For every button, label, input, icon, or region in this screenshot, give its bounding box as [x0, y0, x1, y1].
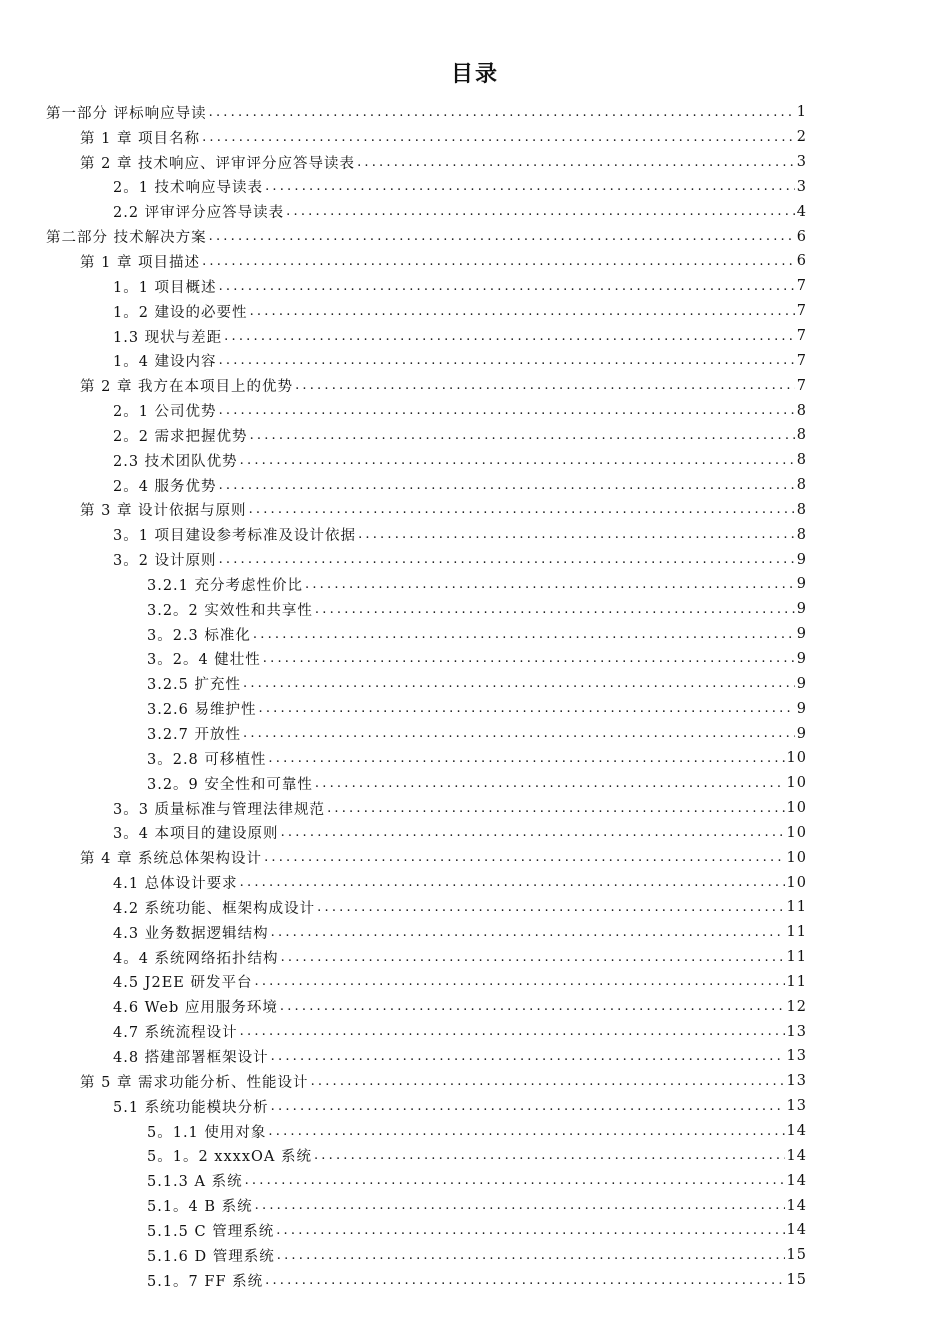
- dot-leader: [219, 552, 795, 567]
- dot-leader: [219, 478, 795, 493]
- toc-entry[interactable]: [0, 1143, 950, 1168]
- toc-entry-title: 5。1。2 xxxxOA 系统: [147, 1149, 312, 1166]
- toc-entry[interactable]: [0, 572, 950, 597]
- toc-entry[interactable]: [0, 100, 950, 125]
- toc-entry-title: 3.2。9 安全性和可靠性: [147, 776, 313, 793]
- dot-leader: [271, 925, 785, 940]
- toc-entry-title: 4.8 搭建部署框架设计: [113, 1049, 269, 1066]
- toc-entry-title: 3。2.3 标准化: [147, 627, 251, 644]
- toc-entry-title: 2。1 公司优势: [113, 404, 217, 421]
- toc-page-number: 8: [796, 402, 807, 419]
- toc-entry-title: 5.1。4 B 系统: [147, 1199, 253, 1216]
- dot-leader: [263, 651, 795, 666]
- toc-page-number: 3: [796, 178, 807, 195]
- toc-entry-title: 第 2 章 技术响应、评审评分应答导读表: [80, 155, 356, 172]
- dot-leader: [243, 726, 795, 741]
- toc-page-number: 7: [796, 328, 807, 345]
- toc-entry[interactable]: [0, 820, 950, 845]
- dot-leader: [219, 403, 795, 418]
- toc-entry[interactable]: [0, 274, 950, 299]
- toc-entry[interactable]: [0, 597, 950, 622]
- toc-entry[interactable]: [0, 920, 950, 945]
- toc-entry-title: 3。4 本项目的建设原则: [113, 826, 279, 843]
- toc-page-number: 7: [796, 303, 807, 320]
- dot-leader: [295, 378, 795, 393]
- toc-page-number: 9: [796, 675, 807, 692]
- dot-leader: [255, 974, 785, 989]
- dot-leader: [240, 875, 785, 890]
- toc-entry-title: 4.1 总体设计要求: [113, 876, 238, 893]
- dot-leader: [264, 850, 784, 865]
- toc-entry-title: 5。1.1 使用对象: [147, 1124, 267, 1141]
- toc-page-number: 3: [796, 154, 807, 171]
- toc-page-number: 10: [786, 775, 807, 792]
- toc-entry-title: 1。4 建设内容: [113, 354, 217, 371]
- toc-page-number: 14: [786, 1147, 807, 1164]
- dot-leader: [202, 254, 795, 269]
- toc-entry[interactable]: [0, 1193, 950, 1218]
- toc-entry[interactable]: [0, 796, 950, 821]
- toc-page-number: 13: [786, 1098, 807, 1115]
- dot-leader: [305, 577, 795, 592]
- dot-leader: [250, 428, 795, 443]
- toc-entry[interactable]: [0, 622, 950, 647]
- toc-entry-title: 第 4 章 系统总体架构设计: [80, 851, 263, 868]
- toc-entry-title: 3.2.5 扩充性: [147, 677, 242, 694]
- toc-page-number: 9: [796, 551, 807, 568]
- toc-entry-title: 4.2 系统功能、框架构成设计: [113, 900, 316, 917]
- toc-entry[interactable]: [0, 224, 950, 249]
- toc-title: 目录: [450, 62, 499, 87]
- toc-page-number: 6: [796, 228, 807, 245]
- dot-leader: [358, 527, 795, 542]
- toc-page-number: 10: [786, 824, 807, 841]
- toc-page-number: 7: [796, 278, 807, 295]
- toc-page-number: 1: [796, 104, 807, 121]
- toc-entry-title: 第 5 章 需求功能分析、性能设计: [80, 1074, 309, 1091]
- toc-entry-title: 1.3 现状与差距: [113, 329, 223, 346]
- toc-entry-title: 2.3 技术团队优势: [113, 453, 238, 470]
- toc-entry-title: 3.2.6 易维护性: [147, 702, 257, 719]
- toc-entry[interactable]: [0, 721, 950, 746]
- toc-page-number: 8: [796, 501, 807, 518]
- dot-leader: [268, 751, 784, 766]
- toc-entry-title: 1。2 建设的必要性: [113, 304, 248, 321]
- toc-entry[interactable]: [0, 1268, 950, 1293]
- dot-leader: [240, 453, 795, 468]
- toc-entry[interactable]: [0, 249, 950, 274]
- toc-entry-title: 第二部分 技术解决方案: [46, 230, 207, 247]
- toc-entry[interactable]: [0, 647, 950, 672]
- toc-entry[interactable]: [0, 1019, 950, 1044]
- toc-entry[interactable]: [0, 746, 950, 771]
- toc-entry[interactable]: [0, 324, 950, 349]
- toc-entry-title: 5.1.5 C 管理系统: [147, 1223, 275, 1240]
- toc-page-number: 14: [786, 1197, 807, 1214]
- toc-entry[interactable]: [0, 373, 950, 398]
- toc-entry-title: 1。1 项目概述: [113, 279, 217, 296]
- toc-entry[interactable]: [0, 945, 950, 970]
- dot-leader: [249, 502, 795, 517]
- toc-page-number: 14: [786, 1222, 807, 1239]
- toc-page-number: 13: [786, 1023, 807, 1040]
- toc-page-number: 8: [796, 427, 807, 444]
- toc-page-number: 9: [796, 700, 807, 717]
- dot-leader: [315, 602, 795, 617]
- toc-page-number: 9: [796, 725, 807, 742]
- toc-page-number: 9: [796, 601, 807, 618]
- toc-page-number: 11: [786, 973, 807, 990]
- toc-entry[interactable]: [0, 671, 950, 696]
- toc-entry-title: 第 1 章 项目描述: [80, 254, 201, 271]
- toc-page-number: 4: [796, 203, 807, 220]
- dot-leader: [281, 950, 785, 965]
- toc-entry-title: 3.2。2 实效性和共享性: [147, 602, 313, 619]
- toc-page-number: 14: [786, 1172, 807, 1189]
- toc-entry[interactable]: [0, 473, 950, 498]
- dot-leader: [327, 801, 784, 816]
- dot-leader: [286, 204, 795, 219]
- dot-leader: [277, 1248, 785, 1263]
- dot-leader: [271, 1099, 785, 1114]
- toc-entry-title: 第 2 章 我方在本项目上的优势: [80, 379, 294, 396]
- dot-leader: [314, 1148, 785, 1163]
- toc-page-number: 7: [796, 352, 807, 369]
- toc-page-number: 12: [786, 998, 807, 1015]
- toc-entry[interactable]: [0, 696, 950, 721]
- toc-page-number: 10: [786, 849, 807, 866]
- dot-leader: [250, 304, 795, 319]
- toc-page-number: 8: [796, 477, 807, 494]
- dot-leader: [265, 1273, 784, 1288]
- toc-page-number: 11: [786, 949, 807, 966]
- dot-leader: [209, 105, 795, 120]
- toc-entry[interactable]: [0, 199, 950, 224]
- toc-entry[interactable]: [0, 423, 950, 448]
- toc-page-number: 15: [786, 1247, 807, 1264]
- toc-entry[interactable]: [0, 125, 950, 150]
- toc-entry-title: 5.1.6 D 管理系统: [147, 1248, 275, 1265]
- toc-entry-title: 3。2.8 可移植性: [147, 751, 267, 768]
- toc-entry[interactable]: [0, 299, 950, 324]
- toc-entry[interactable]: [0, 994, 950, 1019]
- toc-entry[interactable]: [0, 895, 950, 920]
- dot-leader: [253, 627, 795, 642]
- toc-entry[interactable]: [0, 1119, 950, 1144]
- toc-entry-title: 3。2 设计原则: [113, 553, 217, 570]
- toc-entry-title: 5.1。7 FF 系统: [147, 1273, 264, 1290]
- toc-entry[interactable]: [0, 1044, 950, 1069]
- toc-entry-title: 2。4 服务优势: [113, 478, 217, 495]
- toc-page-number: 6: [796, 253, 807, 270]
- toc-page-number: 10: [786, 750, 807, 767]
- toc-entry-title: 第 1 章 项目名称: [80, 130, 201, 147]
- toc-page-number: 8: [796, 452, 807, 469]
- toc-entry[interactable]: [0, 1168, 950, 1193]
- toc-page-number: 9: [796, 626, 807, 643]
- toc-page-number: 11: [786, 899, 807, 916]
- dot-leader: [281, 825, 785, 840]
- toc-page-number: 9: [796, 576, 807, 593]
- toc-entry-title: 4.5 J2EE 研发平台: [113, 975, 253, 992]
- dot-leader: [209, 229, 795, 244]
- dot-leader: [280, 999, 785, 1014]
- toc-entry-title: 3.2.1 充分考虑性价比: [147, 577, 304, 594]
- dot-leader: [224, 329, 795, 344]
- toc-entry[interactable]: [0, 348, 950, 373]
- dot-leader: [265, 179, 795, 194]
- toc-entry-title: 第 3 章 设计依据与原则: [80, 503, 247, 520]
- toc-page-number: 2: [796, 129, 807, 146]
- toc-page-number: 11: [786, 924, 807, 941]
- dot-leader: [317, 900, 784, 915]
- dot-leader: [311, 1074, 785, 1089]
- dot-leader: [202, 130, 795, 145]
- toc-page-number: 13: [786, 1073, 807, 1090]
- toc-entry[interactable]: [0, 398, 950, 423]
- toc-page-number: 13: [786, 1048, 807, 1065]
- dot-leader: [219, 353, 795, 368]
- toc-entry[interactable]: [0, 1069, 950, 1094]
- toc-entry-title: 4.3 业务数据逻辑结构: [113, 925, 269, 942]
- dot-leader: [315, 776, 785, 791]
- toc-page-number: 15: [786, 1272, 807, 1289]
- dot-leader: [240, 1024, 785, 1039]
- toc-entry-title: 3。2。4 健壮性: [147, 652, 261, 669]
- toc-page-number: 8: [796, 526, 807, 543]
- toc-entry[interactable]: [0, 522, 950, 547]
- toc-entry-title: 5.1 系统功能模块分析: [113, 1099, 269, 1116]
- dot-leader: [268, 1124, 784, 1139]
- toc-entry-title: 3。3 质量标准与管理法律规范: [113, 801, 326, 818]
- toc-entry[interactable]: [0, 498, 950, 523]
- toc-entry[interactable]: [0, 1094, 950, 1119]
- toc-page-number: 14: [786, 1123, 807, 1140]
- toc-entry-title: 第一部分 评标响应导读: [46, 105, 207, 122]
- dot-leader: [271, 1049, 785, 1064]
- toc-entry-title: 2。2 需求把握优势: [113, 428, 248, 445]
- toc-entry[interactable]: [0, 771, 950, 796]
- toc-entry-title: 5.1.3 A 系统: [147, 1174, 243, 1191]
- toc-entry-title: 4.7 系统流程设计: [113, 1025, 238, 1042]
- toc-entry[interactable]: [0, 175, 950, 200]
- toc-entry[interactable]: [0, 845, 950, 870]
- toc-entry[interactable]: [0, 150, 950, 175]
- toc-entry[interactable]: [0, 1218, 950, 1243]
- toc-entry[interactable]: [0, 547, 950, 572]
- toc-entry[interactable]: [0, 1243, 950, 1268]
- toc-page-number: 10: [786, 874, 807, 891]
- toc-entry-title: 3.2.7 开放性: [147, 727, 242, 744]
- dot-leader: [219, 279, 795, 294]
- dot-leader: [255, 1198, 785, 1213]
- toc-entry[interactable]: [0, 448, 950, 473]
- toc-entry-title: 2.2 评审评分应答导读表: [113, 205, 285, 222]
- dot-leader: [245, 1173, 785, 1188]
- dot-leader: [243, 676, 795, 691]
- dot-leader: [357, 155, 795, 170]
- toc-entry[interactable]: [0, 870, 950, 895]
- toc-page-number: 9: [796, 650, 807, 667]
- toc-entry-title: 3。1 项目建设参考标准及设计依据: [113, 528, 357, 545]
- toc-entry-title: 2。1 技术响应导读表: [113, 180, 264, 197]
- dot-leader: [259, 701, 795, 716]
- toc-entry-title: 4.6 Web 应用服务环境: [113, 1000, 278, 1017]
- toc-page-number: 7: [796, 377, 807, 394]
- table-of-contents: [0, 100, 950, 1293]
- toc-page-number: 10: [786, 800, 807, 817]
- toc-entry[interactable]: [0, 970, 950, 995]
- toc-entry-title: 4。4 系统网络拓扑结构: [113, 950, 279, 967]
- dot-leader: [276, 1223, 784, 1238]
